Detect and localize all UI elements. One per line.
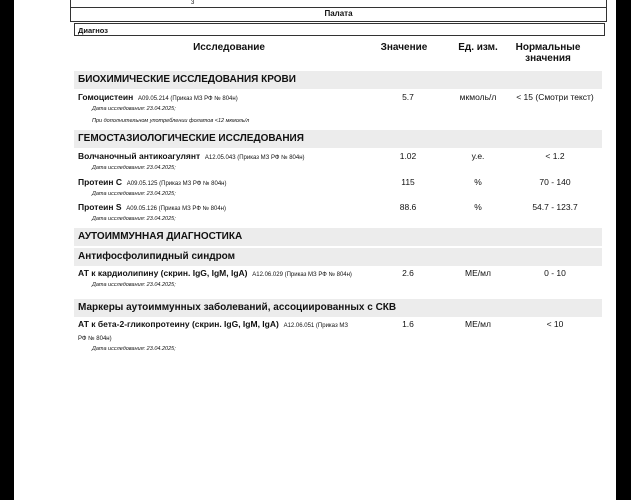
- test-title: АТ к бета-2-гликопротеину (скрин. IgG, IgM, IgA): [78, 319, 279, 329]
- section-autoimmune: АУТОИММУННАЯ ДИАГНОСТИКА: [74, 228, 602, 246]
- test-title: Волчаночный антикоагулянт: [78, 151, 201, 161]
- test-code: A12.06.029 (Приказ МЗ РФ № 804н): [252, 272, 352, 278]
- test-note: При дополнительном употреблении фолатов <12 мкмоль/л: [92, 118, 250, 124]
- column-header-norm-line2: значения: [525, 53, 571, 64]
- test-value: 1.6: [402, 319, 414, 329]
- test-norm: 70 - 140: [539, 177, 571, 187]
- test-value: 5.7: [402, 92, 414, 102]
- test-norm: 54.7 - 123.7: [532, 202, 578, 212]
- test-date: Дата исследования: 23.04.2025;: [92, 282, 176, 288]
- test-date: Дата исследования: 23.04.2025;: [92, 216, 176, 222]
- test-code: A09.05.125 (Приказ МЗ РФ № 804н): [126, 181, 227, 187]
- test-date: Дата исследования: 23.04.2025;: [92, 191, 176, 197]
- test-date: Дата исследования: 23.04.2025;: [92, 346, 176, 352]
- test-unit: МЕ/мл: [465, 319, 491, 329]
- test-code: A12.06.051 (Приказ МЗ РФ № 804н): [78, 323, 348, 342]
- test-unit: %: [474, 202, 482, 212]
- test-code: A09.05.126 (Приказ МЗ РФ № 804н): [126, 206, 226, 212]
- test-row-protein-c: [78, 177, 602, 199]
- section-hemostasis: ГЕМОСТАЗИОЛОГИЧЕСКИЕ ИССЛЕДОВАНИЯ: [74, 130, 602, 148]
- section-biochemistry: БИОХИМИЧЕСКИЕ ИССЛЕДОВАНИЯ КРОВИ: [74, 71, 602, 89]
- test-date: Дата исследования: 23.04.2025;: [92, 165, 176, 171]
- test-name: [78, 319, 358, 345]
- test-row-homocysteine: [78, 92, 602, 126]
- test-norm: < 15 (Смотри текст): [516, 92, 594, 102]
- test-row-lupus-anticoagulant: [78, 151, 602, 173]
- test-title: АТ к кардиолипину (скрин. IgG, IgM, IgA): [78, 268, 248, 278]
- test-unit: МЕ/мл: [465, 268, 491, 278]
- column-header-unit: Ед. изм.: [458, 42, 498, 53]
- test-value: 1.02: [399, 151, 417, 161]
- test-value: 88.6: [399, 202, 417, 212]
- test-row-beta2-glycoprotein: [78, 319, 602, 354]
- test-unit: %: [474, 177, 482, 187]
- column-header-norm-line1: Нормальные: [515, 42, 581, 53]
- test-title: Протеин S: [78, 202, 122, 212]
- report-page: [14, 0, 616, 500]
- test-norm: < 10: [546, 319, 564, 329]
- test-name: [78, 268, 358, 281]
- test-unit: у.е.: [471, 151, 485, 161]
- test-value: 2.6: [402, 268, 414, 278]
- test-norm: 0 - 10: [544, 268, 566, 278]
- test-row-cardiolipin: [78, 268, 602, 290]
- column-header-value: Значение: [380, 42, 428, 53]
- test-row-protein-s: [78, 202, 602, 224]
- test-norm: < 1.2: [545, 151, 565, 161]
- test-code: A09.05.214 (Приказ МЗ РФ № 804н): [138, 96, 238, 102]
- test-value: 115: [401, 177, 415, 187]
- test-title: Гомоцистеин: [78, 92, 134, 102]
- column-header-norm: [504, 42, 592, 64]
- test-title: Протеин С: [78, 177, 123, 187]
- subsection-antiphospholipid: Антифосфолипидный синдром: [74, 248, 602, 266]
- test-date: Дата исследования: 23.04.2025;: [92, 106, 176, 112]
- column-header-study: Исследование: [193, 42, 265, 53]
- ward-label: Палата: [70, 7, 607, 22]
- test-unit: мкмоль/л: [459, 92, 497, 102]
- test-code: A12.05.043 (Приказ МЗ РФ № 804н): [204, 155, 305, 161]
- subsection-sle-markers: Маркеры аутоиммунных заболеваний, ассоциированных с СКВ: [74, 299, 602, 317]
- header-number: 3: [191, 0, 195, 6]
- diagnosis-label: Диагноз: [74, 23, 605, 36]
